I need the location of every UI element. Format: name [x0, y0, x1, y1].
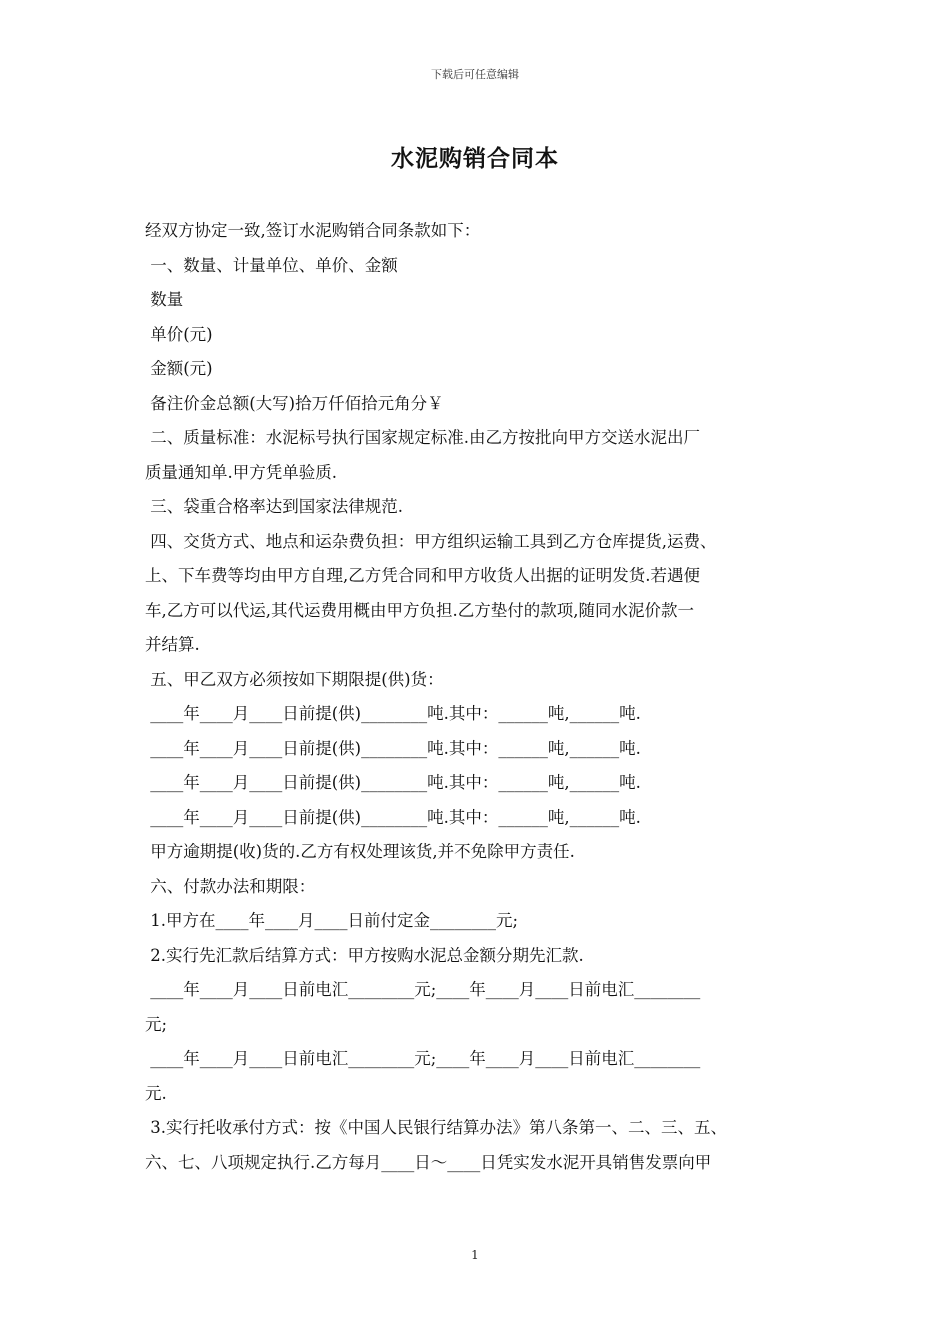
section-4-line: 车,乙方可以代运,其代运费用概由甲方负担.乙方垫付的款项,随同水泥价款一	[145, 600, 694, 620]
delivery-schedule-line: ____年____月____日前提(供)________吨.其中：______吨,______吨.	[145, 773, 641, 792]
total-amount-line: 备注价金总额(大写)拾万仟佰拾元角分￥	[145, 393, 444, 413]
unit-price-label: 单价(元)	[145, 324, 213, 344]
intro-line: 经双方协定一致,签订水泥购销合同条款如下：	[145, 221, 481, 240]
late-pickup-clause: 甲方逾期提(收)货的.乙方有权处理该货,并不免除甲方责任.	[145, 842, 575, 861]
section-6-heading: 六、付款办法和期限：	[145, 876, 316, 896]
wire-transfer-line: ____年____月____日前电汇________元;____年____月____日前电汇________	[145, 980, 701, 999]
page-number: 1	[471, 1248, 479, 1262]
section-4-line: 上、下车费等均由甲方自理,乙方凭合同和甲方收货人出据的证明发货.若遇便	[145, 566, 700, 585]
section-1-heading: 一、数量、计量单位、单价、金额	[145, 255, 398, 275]
deposit-line: 1.甲方在____年____月____日前付定金________元;	[145, 911, 519, 930]
contract-body	[145, 214, 825, 1180]
delivery-schedule-line: ____年____月____日前提(供)________吨.其中：______吨,______吨.	[145, 704, 641, 723]
collection-payment-line: 六、七、八项规定执行.乙方每月____日～____日凭实发水泥开具销售发票向甲	[145, 1152, 712, 1172]
wire-transfer-line: 元.	[145, 1083, 167, 1103]
delivery-schedule-line: ____年____月____日前提(供)________吨.其中：______吨,______吨.	[145, 807, 641, 827]
collection-payment-line: 3.实行托收承付方式：按《中国人民银行结算办法》第八条第一、二、三、五、	[145, 1118, 727, 1137]
section-3-line: 三、袋重合格率达到国家法律规范.	[145, 497, 403, 516]
delivery-schedule-line: ____年____月____日前提(供)________吨.其中：______吨,______吨.	[145, 738, 641, 758]
section-2-line: 质量通知单.甲方凭单验质.	[145, 462, 337, 482]
amount-label: 金额(元)	[145, 359, 213, 378]
wire-transfer-line: ____年____月____日前电汇________元;____年____月____日前电汇________	[145, 1049, 701, 1068]
section-4-line: 四、交货方式、地点和运杂费负担：甲方组织运输工具到乙方仓库提货,运费、	[145, 531, 717, 551]
document-title: 水泥购销合同本	[391, 146, 559, 172]
section-4-line: 并结算.	[145, 635, 200, 654]
header-note: 下载后可任意编辑	[431, 68, 519, 81]
quantity-label: 数量	[145, 290, 184, 309]
section-2-line: 二、质量标准：水泥标号执行国家规定标准.由乙方按批向甲方交送水泥出厂	[145, 428, 700, 447]
section-5-heading: 五、甲乙双方必须按如下期限提(供)货：	[145, 669, 444, 689]
wire-transfer-line: 元;	[145, 1014, 168, 1034]
prepayment-line: 2.实行先汇款后结算方式：甲方按购水泥总金额分期先汇款.	[145, 945, 584, 965]
